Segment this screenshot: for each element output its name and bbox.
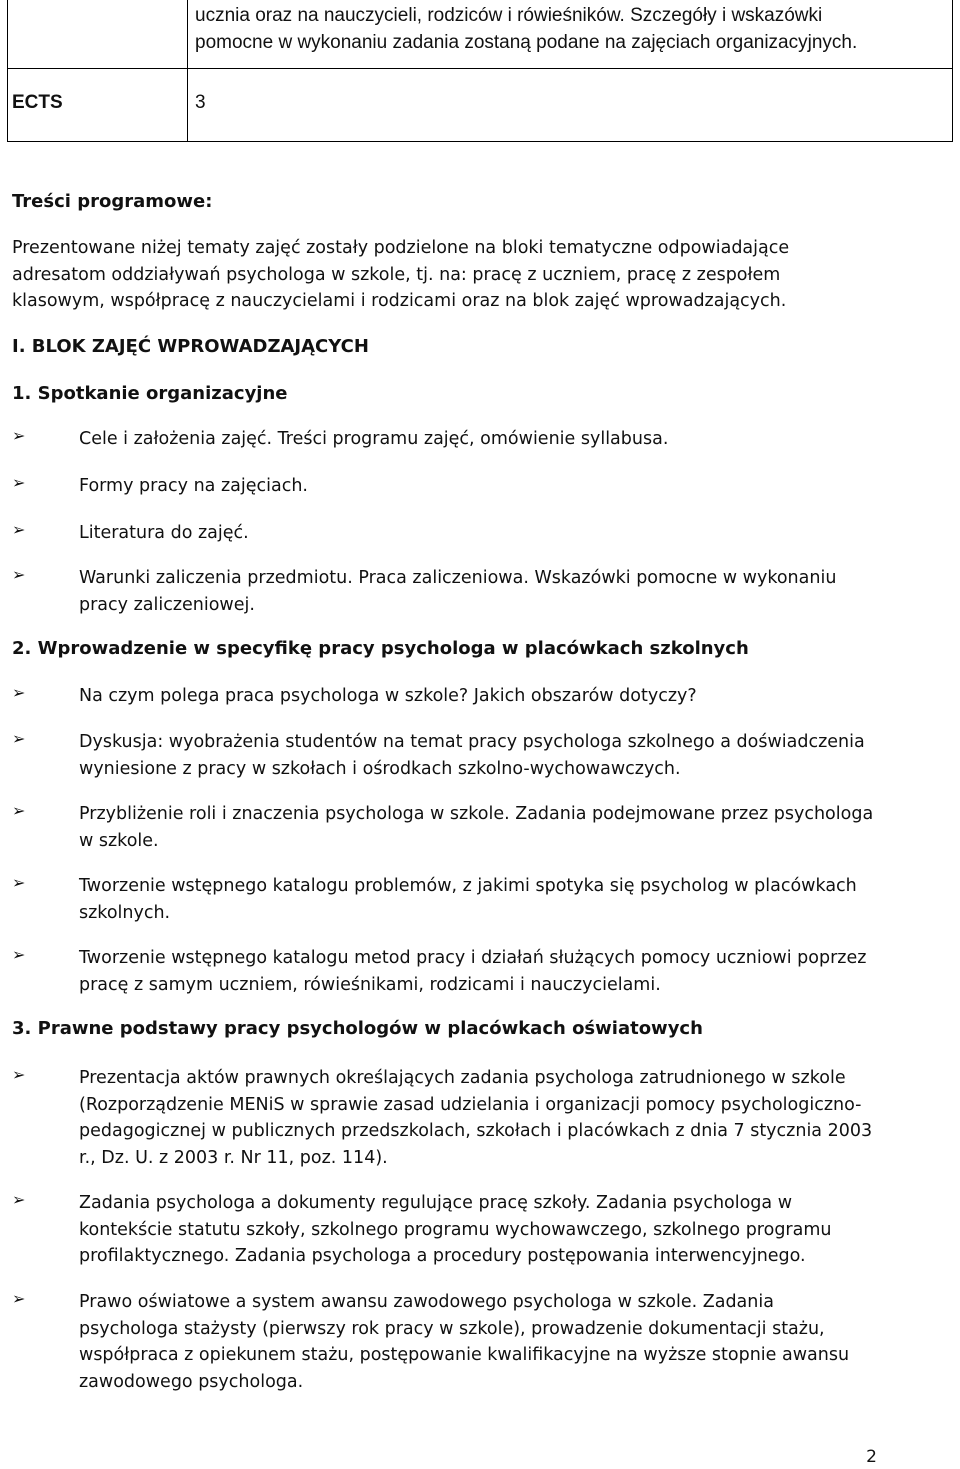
ects-value: 3 — [195, 92, 206, 113]
table-border-right — [952, 0, 953, 142]
item-line: Literatura do zajęć. — [79, 523, 249, 543]
section-title-1: 1. Spotkanie organizacyjne — [12, 383, 288, 404]
table-continuation-text — [195, 2, 857, 56]
intro-line: adresatom oddziaływań psychologa w szkole, tj. na: pracę z uczniem, pracę z zespołem — [12, 264, 781, 285]
item-line: psychologa stażysty (pierwszy rok pracy w szkole), prowadzenie dokumentacji stażu, — [79, 1318, 825, 1339]
item-line: Na czym polega praca psychologa w szkole? Jakich obszarów dotyczy? — [79, 686, 697, 706]
arrowhead-bullet-icon: ➢ — [12, 520, 26, 539]
block-title: I. BLOK ZAJĘĆ WPROWADZAJĄCYCH — [12, 336, 369, 357]
item-line: kontekście statutu szkoły, szkolnego programu wychowawczego, szkolnego programu — [79, 1219, 832, 1240]
item-line: w szkole. — [79, 830, 159, 851]
table-border-bottom — [7, 141, 953, 142]
continuation-line: pomocne w wykonaniu zadania zostaną podane na zajęciach organizacyjnych. — [195, 32, 858, 53]
item-line: wyniesione z pracy w szkołach i ośrodkach szkolno-wychowawczych. — [79, 758, 681, 779]
program-content-heading: Treści programowe: — [12, 191, 213, 212]
table-row-divider — [7, 68, 953, 69]
item-line: Tworzenie wstępnego katalogu metod pracy i działań służących pomocy uczniowi poprzez — [79, 948, 867, 968]
arrowhead-bullet-icon: ➢ — [12, 1289, 26, 1308]
item-line: r., Dz. U. z 2003 r. Nr 11, poz. 114). — [79, 1147, 388, 1168]
intro-line: klasowym, współpracę z nauczycielami i rodzicami oraz na blok zajęć wprowadzających. — [12, 291, 787, 311]
arrowhead-bullet-icon: ➢ — [12, 1065, 26, 1084]
arrowhead-bullet-icon: ➢ — [12, 801, 26, 820]
arrowhead-bullet-icon: ➢ — [12, 565, 26, 584]
item-line: Prawo oświatowe a system awansu zawodowego psychologa w szkole. Zadania — [79, 1292, 774, 1312]
item-line: profilaktycznego. Zadania psychologa a procedury postępowania interwencyjnego. — [79, 1246, 806, 1266]
item-line: Cele i założenia zajęć. Treści programu zajęć, omówienie syllabusa. — [79, 429, 669, 449]
table-border-left — [7, 0, 8, 142]
intro-paragraph — [12, 235, 947, 315]
item-line: szkolnych. — [79, 902, 171, 923]
section-title-3: 3. Prawne podstawy pracy psychologów w placówkach oświatowych — [12, 1018, 703, 1039]
arrowhead-bullet-icon: ➢ — [12, 945, 26, 964]
item-line: Tworzenie wstępnego katalogu problemów, z jakimi spotyka się psycholog w placówkach — [79, 876, 857, 896]
arrowhead-bullet-icon: ➢ — [12, 873, 26, 892]
arrowhead-bullet-icon: ➢ — [12, 426, 26, 445]
page-number: 2 — [866, 1447, 877, 1467]
arrowhead-bullet-icon: ➢ — [12, 473, 26, 492]
item-line: (Rozporządzenie MENiS w sprawie zasad udzielania i organizacji pomocy psychologiczno- — [79, 1094, 862, 1115]
item-line: Formy pracy na zajęciach. — [79, 476, 308, 496]
ects-label: ECTS — [12, 92, 63, 113]
item-line: Zadania psychologa a dokumenty regulujące pracę szkoły. Zadania psychologa w — [79, 1193, 793, 1213]
arrowhead-bullet-icon: ➢ — [12, 1190, 26, 1209]
item-line: Dyskusja: wyobrażenia studentów na temat pracy psychologa szkolnego a doświadczenia — [79, 732, 865, 752]
arrowhead-bullet-icon: ➢ — [12, 729, 26, 748]
item-line: zawodowego psychologa. — [79, 1371, 304, 1392]
item-line: Warunki zaliczenia przedmiotu. Praca zaliczeniowa. Wskazówki pomocne w wykonaniu — [79, 568, 837, 588]
section-title-2: 2. Wprowadzenie w specyfikę pracy psychologa w placówkach szkolnych — [12, 638, 749, 659]
item-line: pracy zaliczeniowej. — [79, 594, 255, 615]
item-line: pracę z samym uczniem, rówieśnikami, rodzicami i nauczycielami. — [79, 974, 661, 995]
item-line: Przybliżenie roli i znaczenia psychologa w szkole. Zadania podejmowane przez psychologa — [79, 804, 874, 824]
continuation-line: ucznia oraz na nauczycieli, rodziców i rówieśników. Szczegóły i wskazówki — [195, 5, 823, 26]
item-line: pedagogicznej w publicznych przedszkolach, szkołach i placówkach z dnia 7 stycznia 2003 — [79, 1121, 873, 1141]
item-line: Prezentacja aktów prawnych określających zadania psychologa zatrudnionego w szkole — [79, 1068, 846, 1088]
table-column-divider — [187, 0, 188, 142]
arrowhead-bullet-icon: ➢ — [12, 683, 26, 702]
item-line: współpraca z opiekunem stażu, postępowanie kwalifikacyjne na wyższe stopnie awansu — [79, 1345, 850, 1365]
intro-line: Prezentowane niżej tematy zajęć zostały podzielone na bloki tematyczne odpowiadające — [12, 238, 790, 258]
